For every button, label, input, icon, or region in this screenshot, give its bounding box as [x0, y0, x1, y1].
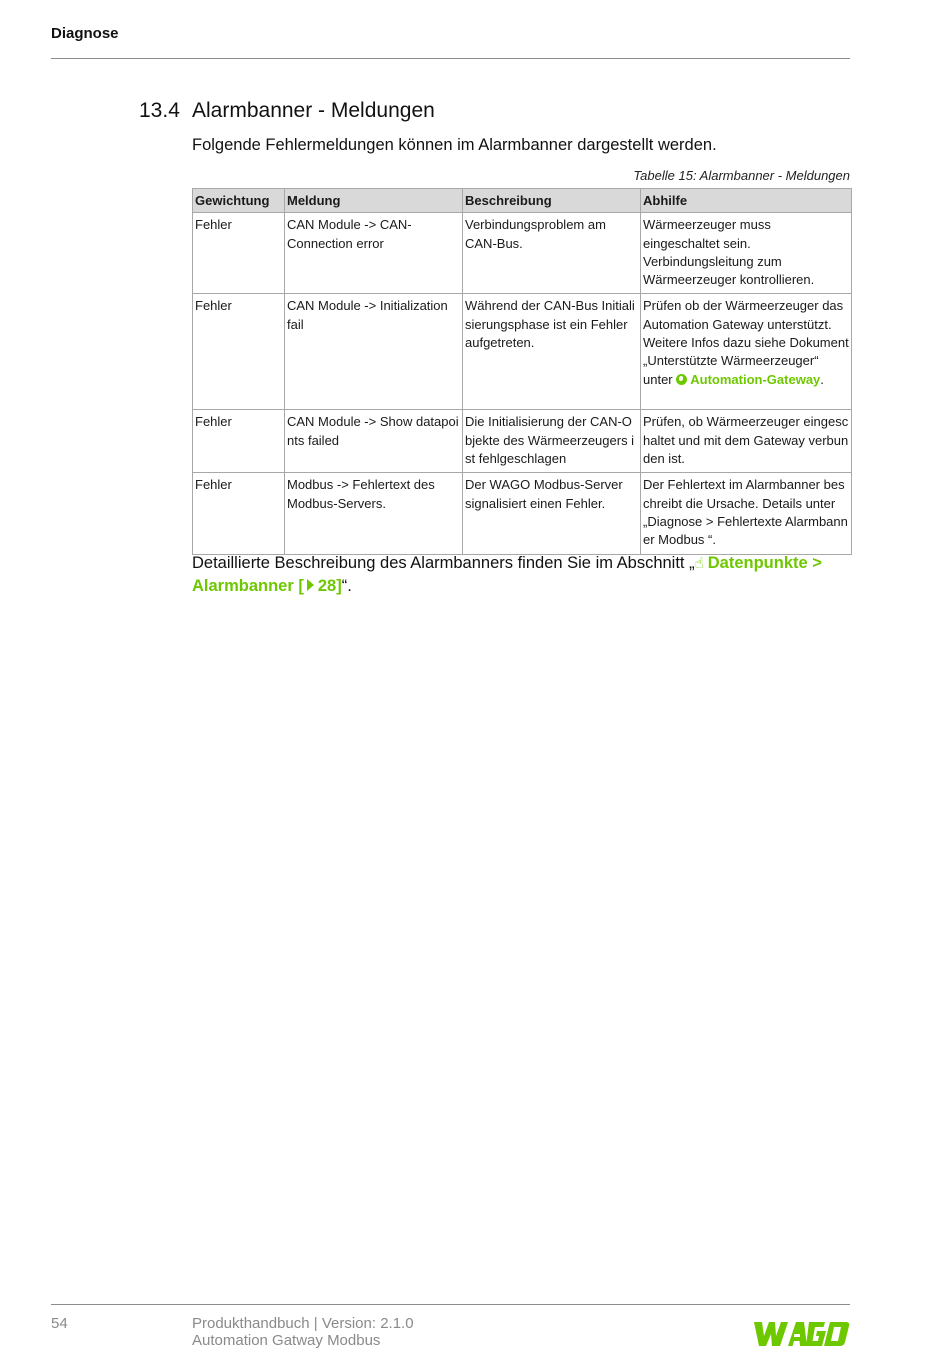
cell-meldung: Modbus -> Fehlertext des Modbus-Servers. — [285, 473, 463, 554]
datenpunkte-link-page: 28] — [317, 577, 342, 595]
table-row — [193, 294, 852, 410]
cell-abhilfe-text: Prüfen ob der Wärmeerzeuger das Automation Gateway unterstützt. Weitere Infos dazu siehe Dokument „Unterstützte Wärmeerzeuger“ unter — [643, 298, 849, 387]
cell-beschreibung: Während der CAN-Bus Initialisierungsphase ist ein Fehler aufgetreten. — [463, 294, 641, 410]
cell-abhilfe — [641, 294, 852, 410]
header-title: Diagnose — [51, 25, 119, 42]
cell-gewichtung: Fehler — [193, 294, 285, 410]
column-header-gewichtung: Gewichtung — [193, 189, 285, 213]
cell-beschreibung — [463, 213, 641, 294]
table-row — [193, 213, 852, 294]
cell-beschreibung-text: Verbindungsproblem am CAN-Bus. — [465, 217, 606, 251]
section-title: Alarmbanner - Meldungen — [192, 99, 435, 122]
cell-beschreibung: Die Initialisierung der CAN-Objekte des Wärmeerzeugers ist fehlgeschlagen — [463, 410, 641, 473]
section-intro: Folgende Fehlermeldungen können im Alarmbanner dargestellt werden. — [192, 136, 717, 154]
footer-document-title: Produkthandbuch | Version: 2.1.0 — [192, 1315, 414, 1332]
column-header-abhilfe: Abhilfe — [641, 189, 852, 213]
cell-gewichtung: Fehler — [193, 473, 285, 554]
cell-meldung: CAN Module -> Show datapoints failed — [285, 410, 463, 473]
detail-paragraph — [192, 552, 852, 598]
column-header-beschreibung: Beschreibung — [463, 189, 641, 213]
section-number: 13.4 — [139, 99, 180, 122]
page-arrow-icon — [307, 579, 314, 591]
wago-logo-letters — [754, 1322, 849, 1346]
cell-meldung-text: CAN Module -> CAN-Connection error — [287, 217, 412, 251]
cell-abhilfe-end: . — [820, 371, 824, 387]
page-number: 54 — [51, 1315, 68, 1332]
footer-divider — [51, 1304, 850, 1305]
cell-meldung: CAN Module -> Initialization fail — [285, 294, 463, 410]
detail-text-after: “. — [341, 577, 352, 595]
table-header-row — [193, 189, 852, 213]
cell-abhilfe: Prüfen, ob Wärmeerzeuger eingeschaltet und mit dem Gateway verbunden ist. — [641, 410, 852, 473]
detail-text-before: Detaillierte Beschreibung des Alarmbanners finden Sie im Abschnitt „ — [192, 554, 695, 572]
automation-gateway-link[interactable]: Automation-Gateway — [690, 371, 821, 387]
header-divider — [51, 58, 850, 59]
cell-beschreibung: Der WAGO Modbus-Server signalisiert einen Fehler. — [463, 473, 641, 554]
pointing-hand-icon: ☝ — [694, 555, 704, 572]
web-link-globe-icon — [676, 374, 687, 385]
table-row — [193, 473, 852, 554]
section-heading — [139, 99, 435, 123]
cell-gewichtung: Fehler — [193, 410, 285, 473]
cell-abhilfe: Wärmeerzeuger muss eingeschaltet sein. Verbindungsleitung zum Wärmeerzeuger kontrollieren. — [641, 213, 852, 294]
cell-abhilfe: Der Fehlertext im Alarmbanner beschreibt die Ursache. Details unter „Diagnose > Fehlertexte Alarmbanner Modbus “. — [641, 473, 852, 554]
table-caption: Tabelle 15: Alarmbanner - Meldungen — [633, 168, 850, 183]
alarm-messages-table — [192, 188, 852, 555]
footer-product-name: Automation Gatway Modbus — [192, 1332, 381, 1349]
table-row — [193, 410, 852, 473]
column-header-meldung: Meldung — [285, 189, 463, 213]
wago-logo — [754, 1318, 850, 1349]
cell-meldung — [285, 213, 463, 294]
datenpunkte-link-text: Datenpunkte > Alarmbanner [ — [192, 554, 822, 595]
cell-gewichtung: Fehler — [193, 213, 285, 294]
